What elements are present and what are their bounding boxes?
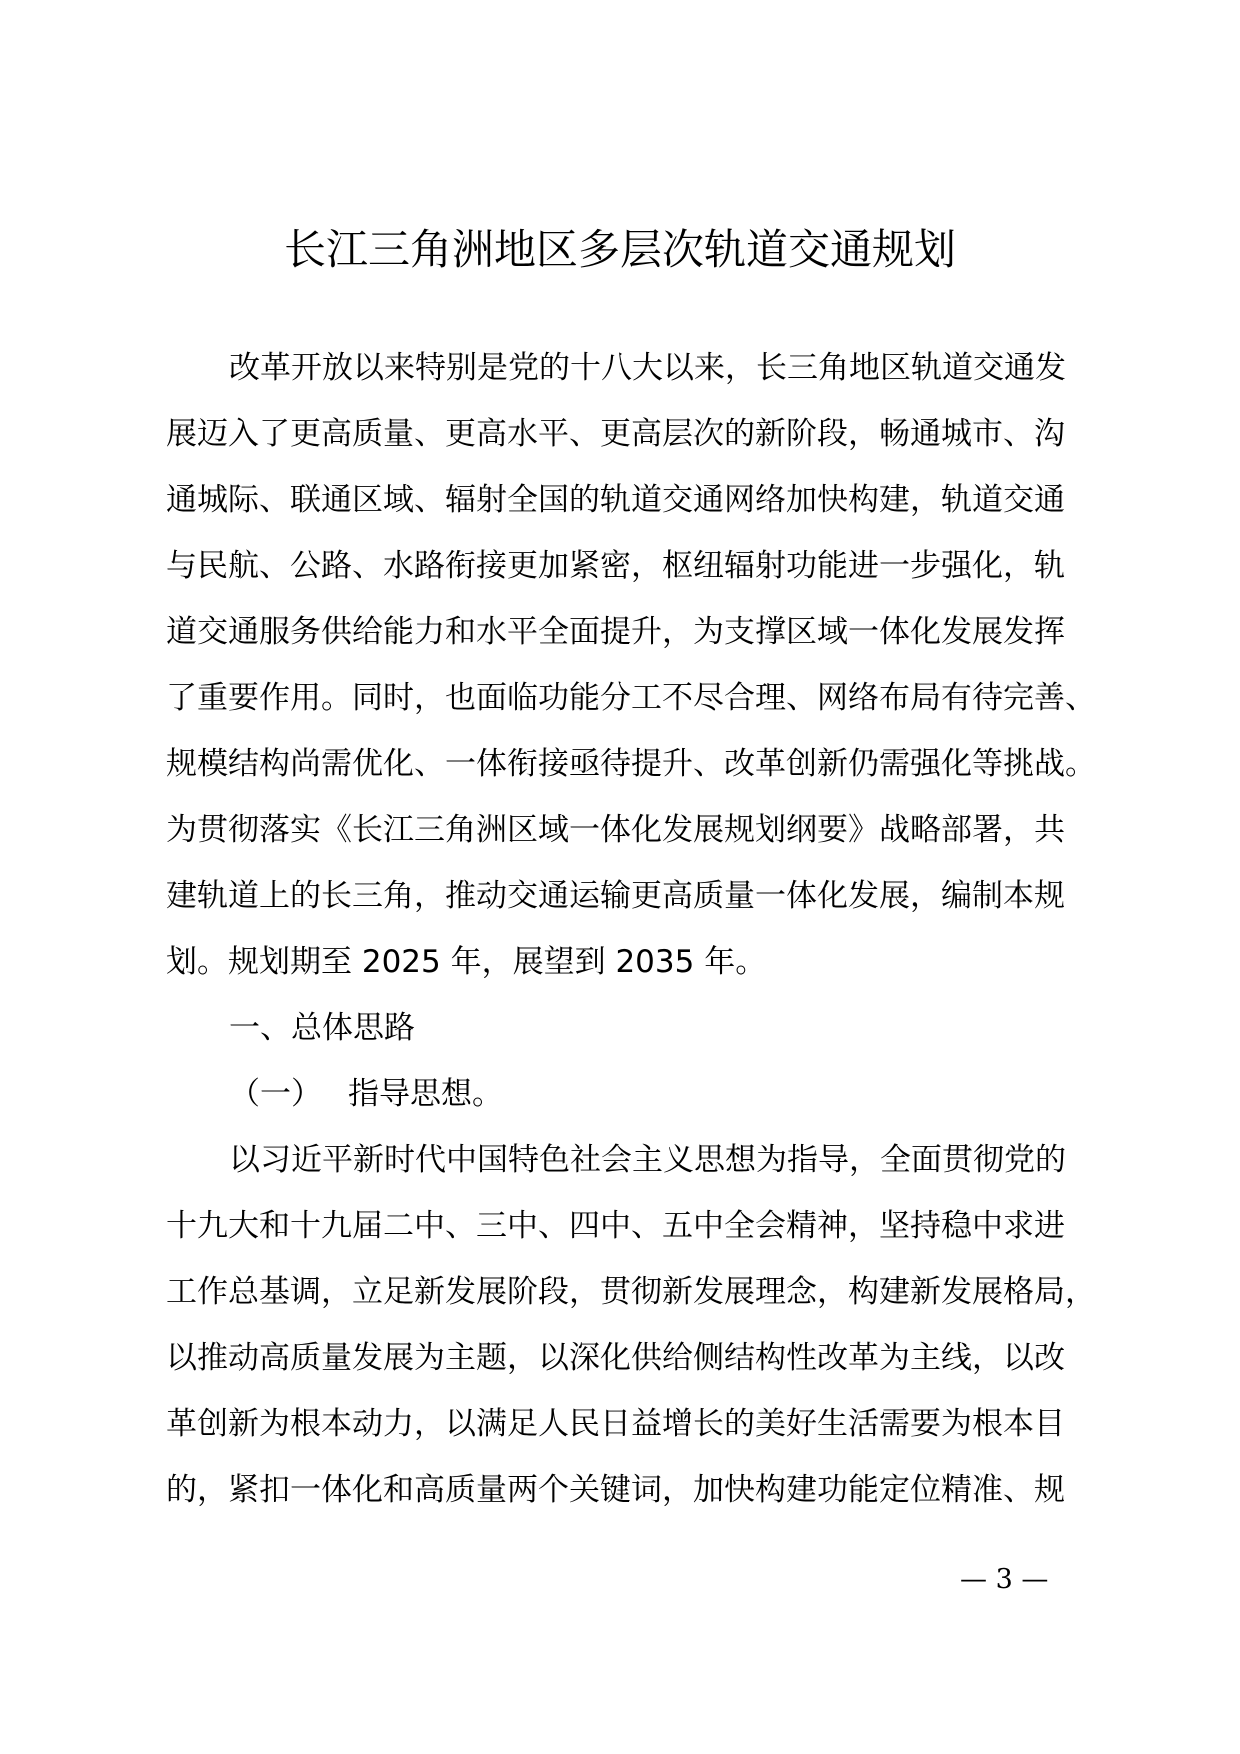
subsection-number: （一）	[229, 1076, 322, 1112]
intro-line: 划。规划期至 2025 年，展望到 2035 年。	[166, 944, 767, 980]
intro-line: 展迈入了更高质量、更高水平、更高层次的新阶段，畅通城市、沟	[166, 416, 1065, 452]
intro-line: 通城际、联通区域、辐射全国的轨道交通网络加快构建，轨道交通	[166, 482, 1065, 518]
guiding-line: 革创新为根本动力，以满足人民日益增长的美好生活需要为根本目	[166, 1406, 1065, 1442]
document-title: 长江三角洲地区多层次轨道交通规划	[283, 225, 956, 274]
intro-line: 了重要作用。同时，也面临功能分工不尽合理、网络布局有待完善、	[166, 680, 1096, 716]
guiding-line: 工作总基调，立足新发展阶段，贯彻新发展理念，构建新发展格局，	[166, 1274, 1096, 1310]
intro-line: 规模结构尚需优化、一体衔接亟待提升、改革创新仍需强化等挑战。	[166, 746, 1096, 782]
intro-line: 改革开放以来特别是党的十八大以来，长三角地区轨道交通发	[229, 350, 1066, 386]
intro-line: 道交通服务供给能力和水平全面提升，为支撑区域一体化发展发挥	[166, 614, 1065, 650]
subsection-heading	[166, 1061, 1086, 1127]
intro-line: 为贯彻落实《长江三角洲区域一体化发展规划纲要》战略部署，共	[166, 812, 1065, 848]
guiding-line: 的，紧扣一体化和高质量两个关键词，加快构建功能定位精准、规	[166, 1472, 1065, 1508]
guiding-line: 以习近平新时代中国特色社会主义思想为指导，全面贯彻党的	[229, 1142, 1066, 1178]
document-body	[166, 335, 1096, 1523]
section-heading: 一、总体思路	[229, 1010, 415, 1046]
intro-line: 与民航、公路、水路衔接更加紧密，枢纽辐射功能进一步强化，轨	[166, 548, 1065, 584]
intro-line: 建轨道上的长三角，推动交通运输更高质量一体化发展，编制本规	[166, 878, 1065, 914]
guiding-line: 以推动高质量发展为主题，以深化供给侧结构性改革为主线，以改	[166, 1340, 1065, 1376]
page-number: — 3 —	[960, 1564, 1049, 1595]
guiding-line: 十九大和十九届二中、三中、四中、五中全会精神，坚持稳中求进	[166, 1208, 1065, 1244]
subsection-title: 指导思想。	[348, 1076, 503, 1112]
